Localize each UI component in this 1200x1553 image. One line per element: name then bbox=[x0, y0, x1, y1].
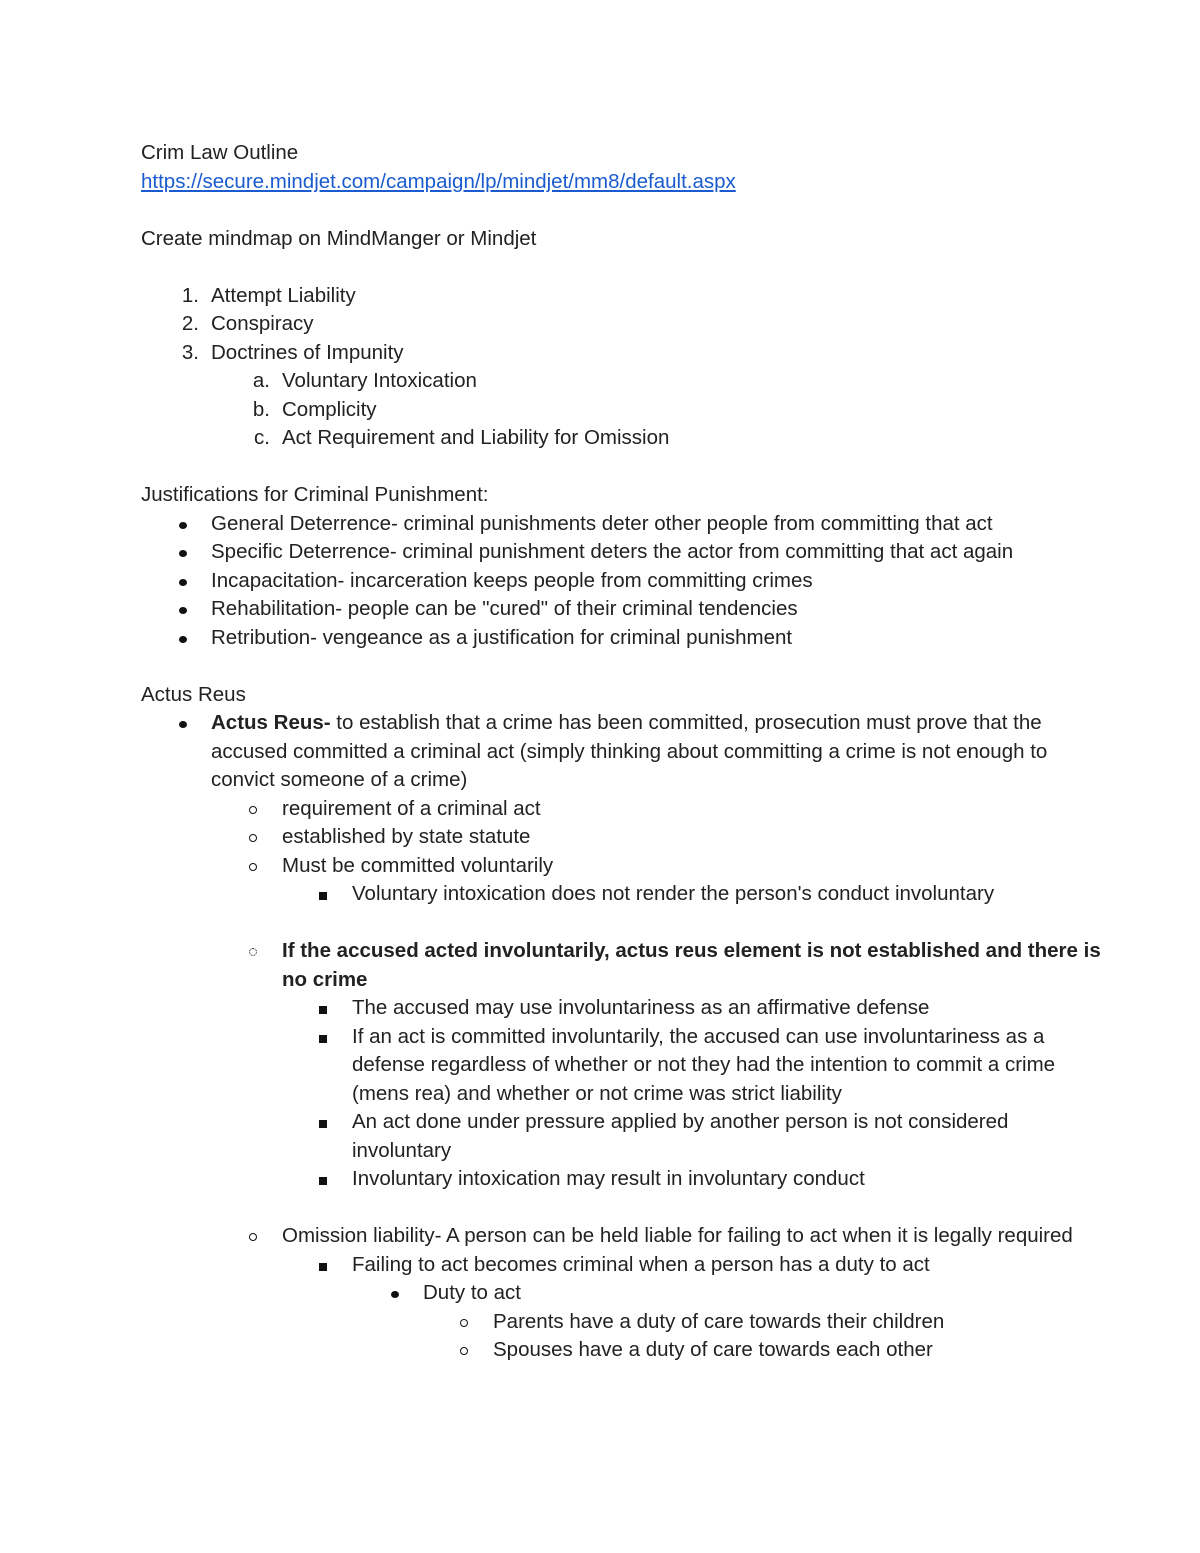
square-bullet-icon bbox=[319, 1177, 327, 1185]
hollow-bullet-icon bbox=[249, 1233, 257, 1241]
list-letter: c. bbox=[254, 426, 270, 449]
list-item bbox=[141, 567, 1101, 596]
list-item bbox=[141, 709, 1101, 795]
actus-sub-text: Must be committed voluntarily bbox=[282, 853, 554, 877]
topic-text: Attempt Liability bbox=[211, 283, 356, 307]
list-item bbox=[141, 595, 1101, 624]
list-item bbox=[141, 1251, 1101, 1280]
list-item bbox=[141, 852, 1101, 881]
subtopic-text: Act Requirement and Liability for Omission bbox=[282, 426, 670, 449]
bullet-icon bbox=[179, 721, 187, 728]
justification-text: Rehabilitation- people can be "cured" of their criminal tendencies bbox=[211, 597, 798, 620]
bullet-icon bbox=[179, 522, 187, 529]
duty-text: Spouses have a duty of care towards each other bbox=[493, 1338, 933, 1361]
hollow-bullet-icon bbox=[460, 1319, 468, 1327]
list-number: 2. bbox=[181, 312, 199, 335]
list-item bbox=[141, 1336, 1101, 1365]
bullet-icon bbox=[179, 579, 187, 586]
actus-heading: Actus Reus bbox=[141, 682, 246, 706]
actus-definition: to establish that a crime has been committed, prosecution must prove that the accused committed a criminal act (simply thinking about committing a crime is not enough to convict someone of a crime) bbox=[211, 711, 1048, 791]
list-item bbox=[141, 823, 1101, 852]
involuntary-text: The accused may use involuntariness as an affirmative defense bbox=[352, 996, 930, 1019]
justification-text: Specific Deterrence- criminal punishment deters the actor from committing that act again bbox=[211, 540, 1014, 563]
list-item bbox=[141, 339, 1101, 368]
subtopic-text: Voluntary Intoxication bbox=[282, 369, 477, 392]
actus-list bbox=[141, 709, 1101, 1365]
omission-text: Omission liability- A person can be held liable for failing to act when it is legally required bbox=[282, 1224, 1073, 1247]
subtopic-text: Complicity bbox=[282, 397, 377, 421]
list-letter: a. bbox=[252, 369, 270, 392]
actus-term: Actus Reus- bbox=[211, 711, 331, 734]
document-body bbox=[141, 139, 1101, 1365]
list-item bbox=[141, 396, 1101, 425]
spacer bbox=[141, 253, 1101, 282]
actus-sub-text: requirement of a criminal act bbox=[282, 796, 541, 820]
hollow-bullet-icon bbox=[249, 863, 257, 871]
topic-text: Conspiracy bbox=[211, 312, 314, 335]
list-item bbox=[141, 1279, 1101, 1308]
mindjet-link[interactable]: https://secure.mindjet.com/campaign/lp/mindjet/mm8/default.aspx bbox=[141, 169, 736, 193]
bullet-icon bbox=[391, 1291, 399, 1298]
topic-text: Doctrines of Impunity bbox=[211, 340, 404, 364]
list-item bbox=[141, 624, 1101, 653]
justification-text: Incapacitation- incarceration keeps people from committing crimes bbox=[211, 568, 813, 592]
mindmap-note: Create mindmap on MindManger or Mindjet bbox=[141, 226, 537, 250]
hollow-bullet-icon bbox=[249, 834, 257, 842]
topic-list bbox=[141, 282, 1101, 453]
list-item bbox=[141, 538, 1101, 567]
list-item bbox=[141, 1308, 1101, 1337]
doc-title: Crim Law Outline bbox=[141, 141, 299, 164]
duty-text: Parents have a duty of care towards their children bbox=[493, 1309, 945, 1333]
bullet-icon bbox=[179, 550, 187, 557]
hollow-bullet-icon bbox=[249, 806, 257, 814]
square-bullet-icon bbox=[319, 892, 327, 900]
justifications-heading: Justifications for Criminal Punishment: bbox=[141, 483, 489, 506]
omission-sub-text: Failing to act becomes criminal when a person has a duty to act bbox=[352, 1252, 930, 1276]
list-item bbox=[141, 795, 1101, 824]
hollow-bullet-icon bbox=[460, 1347, 468, 1355]
list-number: 1. bbox=[181, 283, 199, 307]
list-item bbox=[141, 1222, 1101, 1251]
involuntary-statement: If the accused acted involuntarily, actus reus element is not established and there is no crime bbox=[282, 939, 1101, 991]
square-bullet-icon bbox=[319, 1006, 327, 1014]
list-item bbox=[141, 424, 1101, 453]
duty-heading: Duty to act bbox=[423, 1281, 521, 1304]
square-bullet-icon bbox=[319, 1263, 327, 1271]
list-item bbox=[141, 310, 1101, 339]
actus-sub-text: established by state statute bbox=[282, 825, 531, 848]
involuntary-text: If an act is committed involuntarily, the accused can use involuntariness as a defense regardless of whether or not they had the intention to commit a crime (mens rea) and whether or not crime was strict liability bbox=[352, 1024, 1056, 1105]
list-item bbox=[141, 994, 1101, 1023]
mindjet-link-line bbox=[141, 168, 1101, 197]
list-item bbox=[141, 1108, 1101, 1165]
list-item bbox=[141, 880, 1101, 909]
bullet-icon bbox=[179, 636, 187, 643]
spacer bbox=[141, 196, 1101, 225]
list-item bbox=[141, 510, 1101, 539]
square-bullet-icon bbox=[319, 1120, 327, 1128]
spacer bbox=[141, 652, 1101, 681]
bullet-icon bbox=[179, 607, 187, 614]
spacer bbox=[141, 453, 1101, 482]
list-item bbox=[141, 937, 1101, 994]
list-item bbox=[141, 282, 1101, 311]
justification-text: Retribution- vengeance as a justification for criminal punishment bbox=[211, 625, 793, 649]
hollow-bullet-icon bbox=[249, 948, 257, 956]
list-number: 3. bbox=[181, 340, 199, 364]
list-item bbox=[141, 1165, 1101, 1194]
involuntary-text: Involuntary intoxication may result in involuntary conduct bbox=[352, 1167, 865, 1190]
list-letter: b. bbox=[252, 397, 270, 421]
square-bullet-icon bbox=[319, 1035, 327, 1043]
justification-text: General Deterrence- criminal punishments deter other people from committing that act bbox=[211, 511, 993, 535]
list-item bbox=[141, 367, 1101, 396]
list-item bbox=[141, 1023, 1101, 1109]
justifications-list bbox=[141, 510, 1101, 653]
voluntary-note: Voluntary intoxication does not render the person's conduct involuntary bbox=[352, 882, 995, 905]
involuntary-text: An act done under pressure applied by another person is not considered involuntary bbox=[352, 1110, 1009, 1162]
